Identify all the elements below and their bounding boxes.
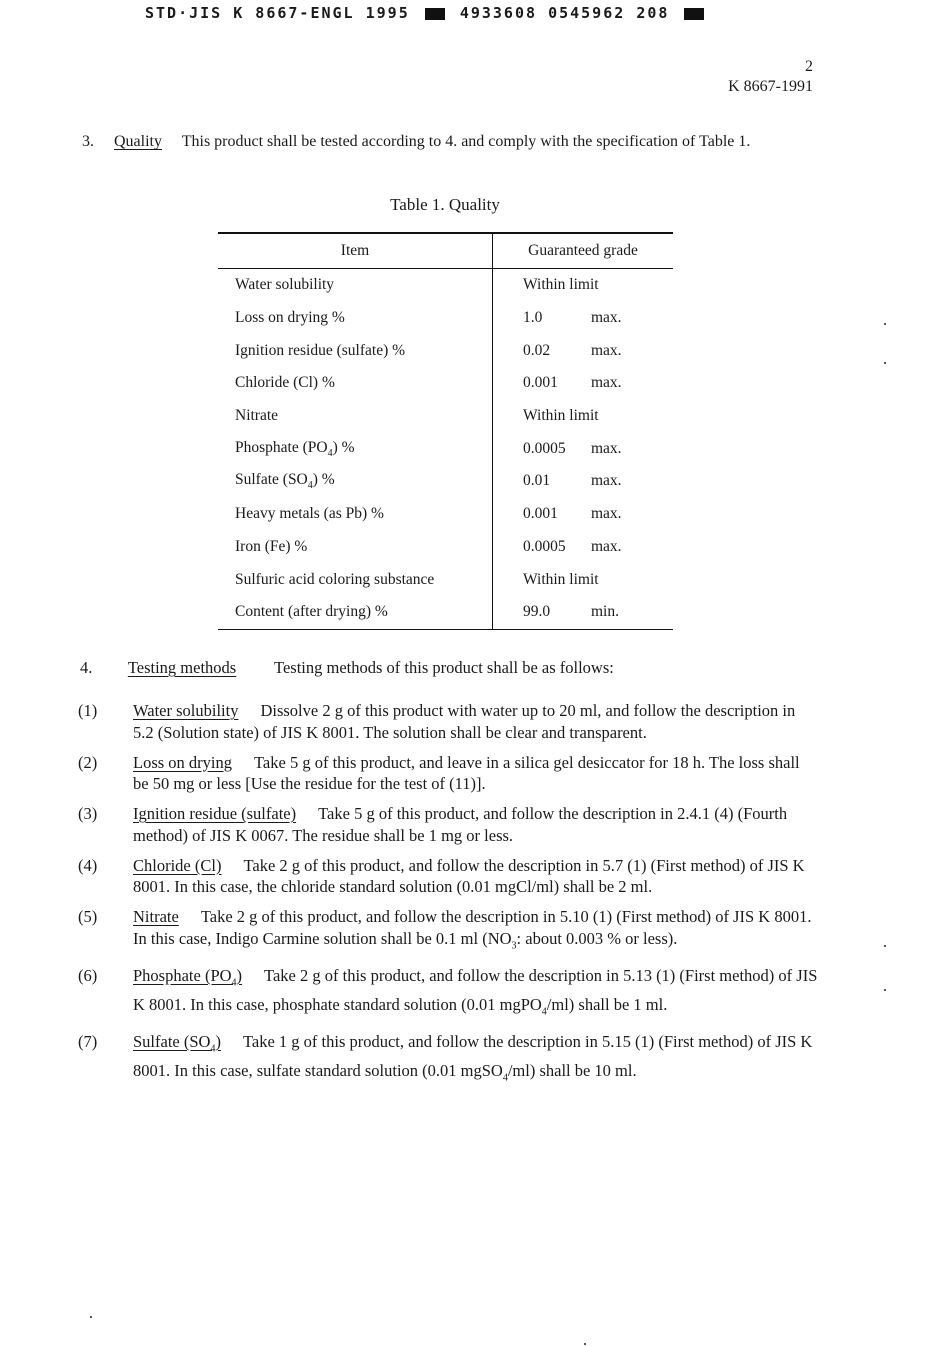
section-testing-methods <box>80 658 614 678</box>
section-number: 3. <box>82 133 94 150</box>
grade-cell: 1.0 max. <box>523 309 622 327</box>
item-title: Sulfate $(SO_4)$ <box>133 1031 221 1055</box>
item-number: (4) <box>78 855 98 875</box>
barcode-b: 0545962 <box>548 4 626 22</box>
item-cell: Chloride (Cl) % <box>218 367 493 400</box>
table-row <box>218 563 673 596</box>
item-title: Loss on drying <box>133 752 232 772</box>
grade-cell: 0.0005 max. <box>523 439 622 457</box>
section-title: Testing methods <box>127 658 237 677</box>
grade-cell: 0.001 max. <box>523 505 622 523</box>
item-number: (6) <box>78 965 98 985</box>
grade-cell: 99.0 min. <box>493 596 674 629</box>
scan-speck <box>90 1316 92 1318</box>
item-number: (1) <box>78 701 98 720</box>
list-item <box>78 803 818 846</box>
item-cell: Water solubility <box>218 269 493 302</box>
grade-cell: 0.02 max. <box>523 341 622 359</box>
item-text: Take 1 g of this product, and follow the description in 5.15 (1) (First method) of JIS K 8001. In this case, sulfate standard solution (0.01 mgSO$_4$/ml) shall be 10 ml. <box>133 1031 813 1083</box>
list-item <box>78 906 818 956</box>
table-caption: Table 1. Quality <box>390 195 500 214</box>
quality-table <box>218 232 673 630</box>
grade-cell: Within limit <box>523 570 599 588</box>
item-cell: Ignition residue (sulfate) % <box>218 334 493 367</box>
page-number: 2 <box>805 58 813 75</box>
barcode-block-icon <box>425 8 445 20</box>
barcode-c: 208 <box>636 4 670 22</box>
item-cell: Sulfate $(SO_4)$ % <box>218 465 493 498</box>
table-row <box>218 596 673 629</box>
item-number: (3) <box>78 804 98 823</box>
grade-cell: 0.001 max. <box>523 374 622 392</box>
item-text: Take 2 g of this product, and follow the description in 5.13 (1) (First method) of JIS K 8001. In this case, phosphate standard solution (0.01 mgPO$_4$/ml) shall be 1 ml. <box>133 965 818 1017</box>
table-row <box>218 531 673 564</box>
column-header-grade: Guaranteed grade <box>493 233 674 269</box>
scan-speck <box>884 323 886 325</box>
list-item <box>78 965 818 1023</box>
scan-speck <box>584 1343 586 1345</box>
standard-number: K 8667-1991 <box>728 78 813 95</box>
item-cell: Content (after drying) % <box>218 596 493 629</box>
item-title: Ignition residue (sulfate) <box>133 804 297 823</box>
section-quality <box>82 131 802 152</box>
item-title: Water solubility <box>133 701 239 720</box>
grade-cell: Within limit <box>523 407 599 425</box>
item-cell: Sulfuric acid coloring substance <box>218 563 493 596</box>
item-cell: Iron (Fe) % <box>218 531 493 564</box>
scan-speck <box>884 362 886 364</box>
table-row <box>218 465 673 498</box>
item-cell: Loss on drying % <box>218 302 493 335</box>
grade-cell: 0.01 max. <box>523 472 622 490</box>
list-item <box>78 752 818 795</box>
column-header-item: Item <box>218 233 493 269</box>
table-row <box>218 367 673 400</box>
section-title: Quality <box>114 133 162 150</box>
item-number: (2) <box>78 752 98 772</box>
item-number: (7) <box>78 1031 98 1051</box>
item-title: Chloride (Cl) <box>133 855 222 875</box>
scan-speck <box>884 989 886 991</box>
section-text: Testing methods of this product shall be as follows: <box>274 658 614 677</box>
item-text: Take 2 g of this product, and follow the description in 5.10 (1) (First method) of JIS K 8001. In this case, Indigo Carmine solution shall be 0.1 ml ($NO_3$: about 0.003 % or less). <box>133 907 812 951</box>
scan-speck <box>884 945 886 947</box>
table-row <box>218 498 673 531</box>
grade-cell: Within limit <box>523 276 599 294</box>
barcode-block-icon <box>684 8 704 20</box>
item-text: Take 5 g of this product, and follow the description in 2.4.1 (4) (Fourth method) of JIS K 0067. The residue shall be 1 mg or less. <box>133 804 788 845</box>
barcode-a: 4933608 <box>459 4 538 22</box>
item-cell: Nitrate <box>218 400 493 433</box>
item-text: Dissolve 2 g of this product with water up to 20 ml, and follow the description in 5.2 (Solution state) of JIS K 8001. The solution shall be clear and transparent. <box>133 701 796 742</box>
section-number: 4. <box>80 658 93 677</box>
item-text: Take 5 g of this product, and leave in a silica gel desiccator for 18 h. The loss shall be 50 mg or less [Use the residue for the test of (11)]. <box>133 752 800 793</box>
list-item <box>78 1031 818 1089</box>
item-title: Phosphate $(PO_4)$ <box>133 965 243 989</box>
item-title: Nitrate <box>133 907 179 926</box>
item-cell: Phosphate $(PO_4)$ % <box>218 432 493 465</box>
test-method-list <box>78 700 818 1097</box>
list-item <box>78 855 818 898</box>
grade-cell: 0.0005 max. <box>523 537 622 555</box>
document-header <box>145 4 708 22</box>
table-row <box>218 400 673 433</box>
page-number-block <box>728 57 813 97</box>
item-number: (5) <box>78 907 98 926</box>
list-item <box>78 700 818 743</box>
table-row <box>218 269 673 302</box>
table-row <box>218 302 673 335</box>
doc-code: STD·JIS K 8667-ENGL 1995 <box>145 4 410 22</box>
table-row <box>218 432 673 465</box>
item-cell: Heavy metals (as Pb) % <box>218 498 493 531</box>
item-text: Take 2 g of this product, and follow the description in 5.7 (1) (First method) of JIS K 8001. In this case, the chloride standard solution (0.01 mgCl/ml) shall be 2 ml. <box>133 855 805 896</box>
table-row <box>218 334 673 367</box>
section-text: This product shall be tested according to 4. and comply with the specification of Table 1. <box>181 133 751 150</box>
